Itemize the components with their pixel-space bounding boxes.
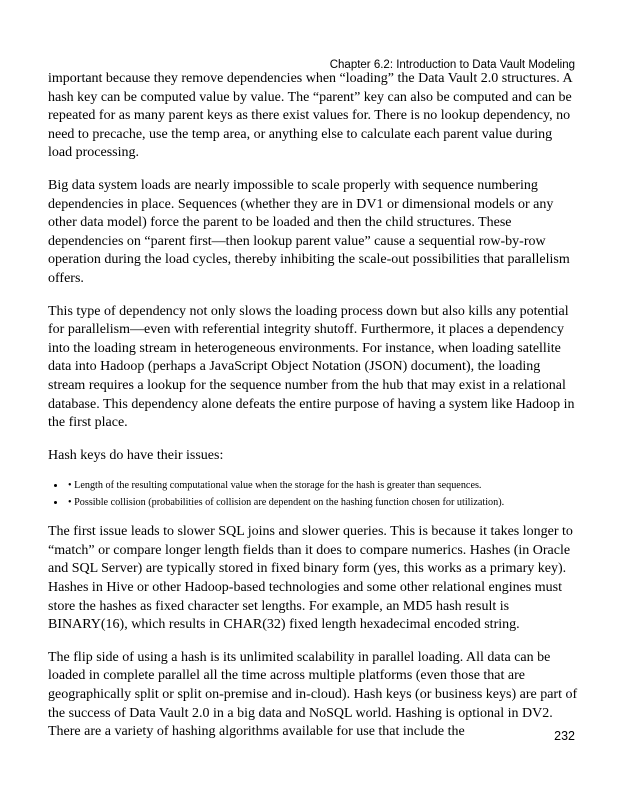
- paragraph: Big data system loads are nearly impossible to scale properly with sequence numbering dependencies in place. Sequences (whether they are in DV1 or dimensional models or any other data model) force the parent to be loaded and then the child structures. These dependencies on “parent first—then lookup parent value” cause a sequential row-by-row operation during the load cycles, thereby inhibiting the scale-out possibilities that parallelism offers.: [48, 177, 570, 286]
- page-content: [48, 70, 578, 756]
- paragraph: Hash keys do have their issues:: [48, 447, 224, 463]
- bullet-item: • • Length of the resulting computational value when the storage for the hash is greater than sequences.: [66, 479, 578, 492]
- running-header: Chapter 6.2: Introduction to Data Vault Modeling: [329, 59, 575, 71]
- paragraph: The first issue leads to slower SQL joins and slower queries. This is because it takes longer to “match” or compare longer length fields than it does to compare numerics. Hashes (in Oracle and SQL Server) are typically stored in fixed binary form (yes, this works as a primary key). Hashes in Hive or other Hadoop-based technologies and some other relational engines must store the hashes as fixed character set lengths. For example, an MD5 hash result is BINARY(16), which results in CHAR(32) fixed length hexadecimal encoded string.: [48, 524, 573, 633]
- paragraph: The flip side of using a hash is its unlimited scalability in parallel loading. All data can be loaded in complete parallel all the time across multiple platforms (even those that are geographically split or split on-premise and in-cloud). Hash keys (or business keys) are part of the success of Data Vault 2.0 in a big data and NoSQL world. Hashing is optional in DV2. There are a variety of hashing algorithms available for use that include the: [48, 649, 578, 740]
- bullet-item: • • Possible collision (probabilities of collision are dependent on the hashing function chosen for utilization).: [66, 496, 578, 509]
- paragraph: This type of dependency not only slows the loading process down but also kills any potential for parallelism—even with referential integrity shutoff. Furthermore, it places a dependency into the loading stream in heterogeneous environments. For instance, when loading satellite data into Hadoop (perhaps a JavaScript Object Notation (JSON) document), the loading stream requires a lookup for the sequence number from the hub that may exist in a relational database. This dependency alone defeats the entire purpose of having a system like Hadoop in the first place.: [48, 303, 575, 431]
- paragraph: important because they remove dependencies when “loading” the Data Vault 2.0 structures. A hash key can be computed value by value. The “parent” key can also be computed and can be repeated for as many parent keys as there exist values for. There is no lookup dependency, no need to precache, use the temp area, or anything else to calculate each parent value during load processing.: [48, 71, 572, 161]
- page-number: 232: [554, 729, 575, 743]
- bullet-list: [48, 479, 578, 509]
